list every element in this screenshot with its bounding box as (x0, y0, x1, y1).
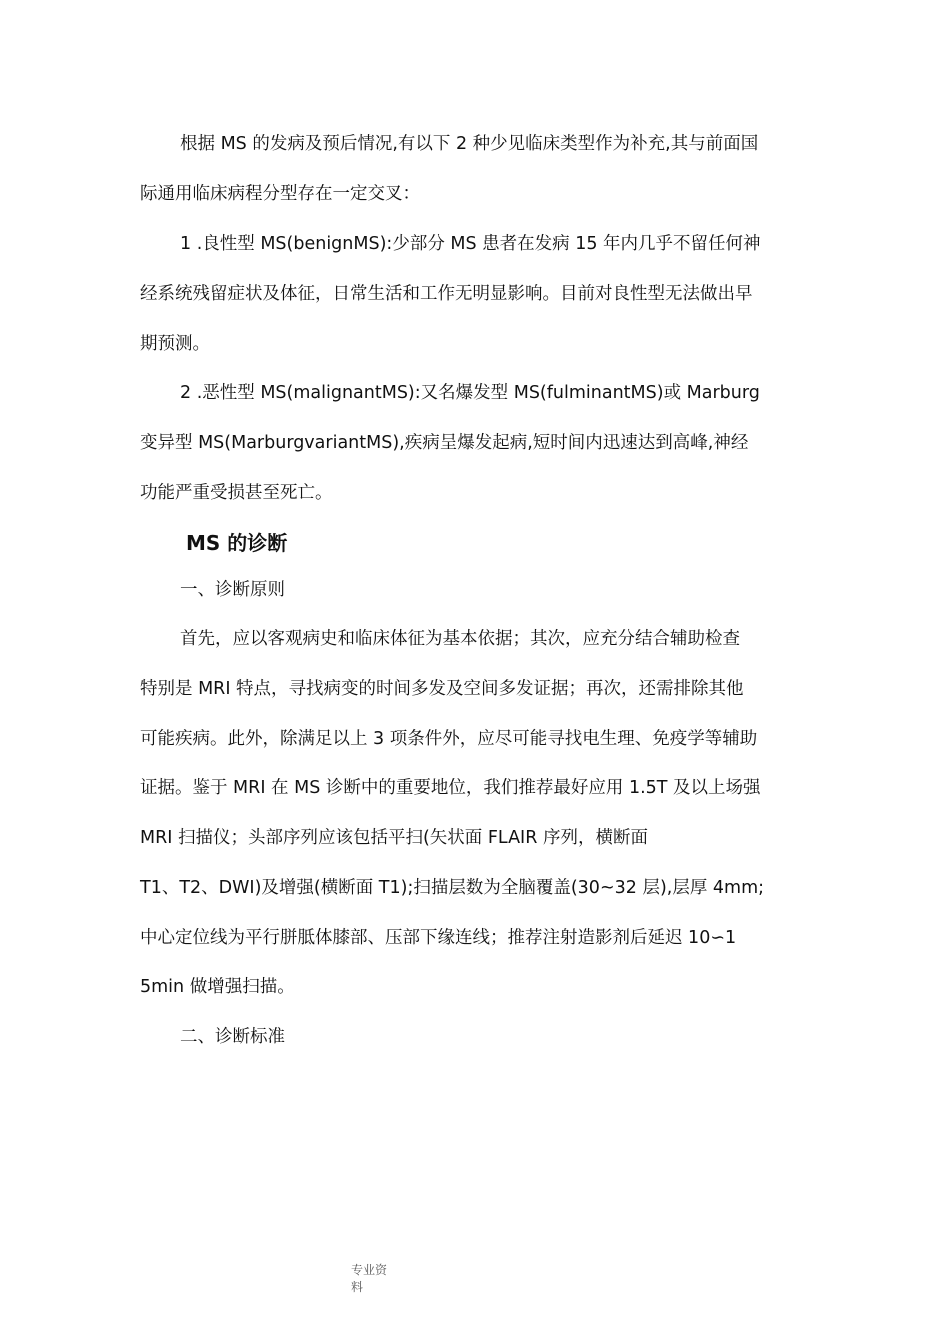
diagnosis-line-6: T1、T2、DWI)及增强(横断面 T1);扫描层数为全脑覆盖(30~32 层),层厚 4mm; (140, 878, 765, 898)
diagnosis-line-1: 首先，应以客观病史和临床体征为基本依据；其次，应充分结合辅助检查 (180, 629, 740, 649)
diagnosis-line-8: 5min 做增强扫描。 (140, 977, 295, 997)
diagnosis-line-2: 特别是 MRI 特点，寻找病变的时间多发及空间多发证据；再次，还需排除其他 (140, 679, 744, 699)
benign-line-2: 经系统残留症状及体征，日常生活和工作无明显影响。目前对良性型无法做出早 (140, 284, 753, 304)
benign-line-1: 1 .良性型 MS(benignMS):少部分 MS 患者在发病 15 年内几乎不留任何神 (180, 234, 761, 254)
malignant-line-2: 变异型 MS(MarburgvariantMS),疾病呈爆发起病,短时间内迅速达到高峰,神经 (140, 433, 749, 453)
intro-line-2: 际通用临床病程分型存在一定交叉： (140, 184, 420, 204)
footer-line-2: 料 (351, 1280, 364, 1294)
diagnosis-line-7: 中心定位线为平行胼胝体膝部、压部下缘连线；推荐注射造影剂后延迟 10∽1 (140, 928, 737, 948)
diagnosis-line-5: MRI 扫描仪；头部序列应该包括平扫(矢状面 FLAIR 序列，横断面 (140, 828, 648, 848)
footer-line-1: 专业资 (351, 1263, 388, 1277)
benign-line-3: 期预测。 (140, 334, 210, 354)
malignant-line-3: 功能严重受损甚至死亡。 (140, 483, 333, 503)
page-footer (351, 1262, 411, 1296)
malignant-line-1: 2 .恶性型 MS(malignantMS):又名爆发型 MS(fulminantMS)或 Marburg (180, 383, 760, 403)
section-title: MS 的诊断 (186, 531, 288, 555)
intro-line-1: 根据 MS 的发病及预后情况,有以下 2 种少见临床类型作为补充,其与前面国 (180, 134, 759, 154)
diagnosis-line-3: 可能疾病。此外，除满足以上 3 项条件外，应尽可能寻找电生理、免疫学等辅助 (140, 729, 758, 749)
diagnosis-line-4: 证据。鉴于 MRI 在 MS 诊断中的重要地位，我们推荐最好应用 1.5T 及以上场强 (140, 778, 761, 798)
subsection-title-criteria: 二、诊断标准 (180, 1027, 285, 1047)
subsection-title-principles: 一、诊断原则 (180, 580, 285, 600)
